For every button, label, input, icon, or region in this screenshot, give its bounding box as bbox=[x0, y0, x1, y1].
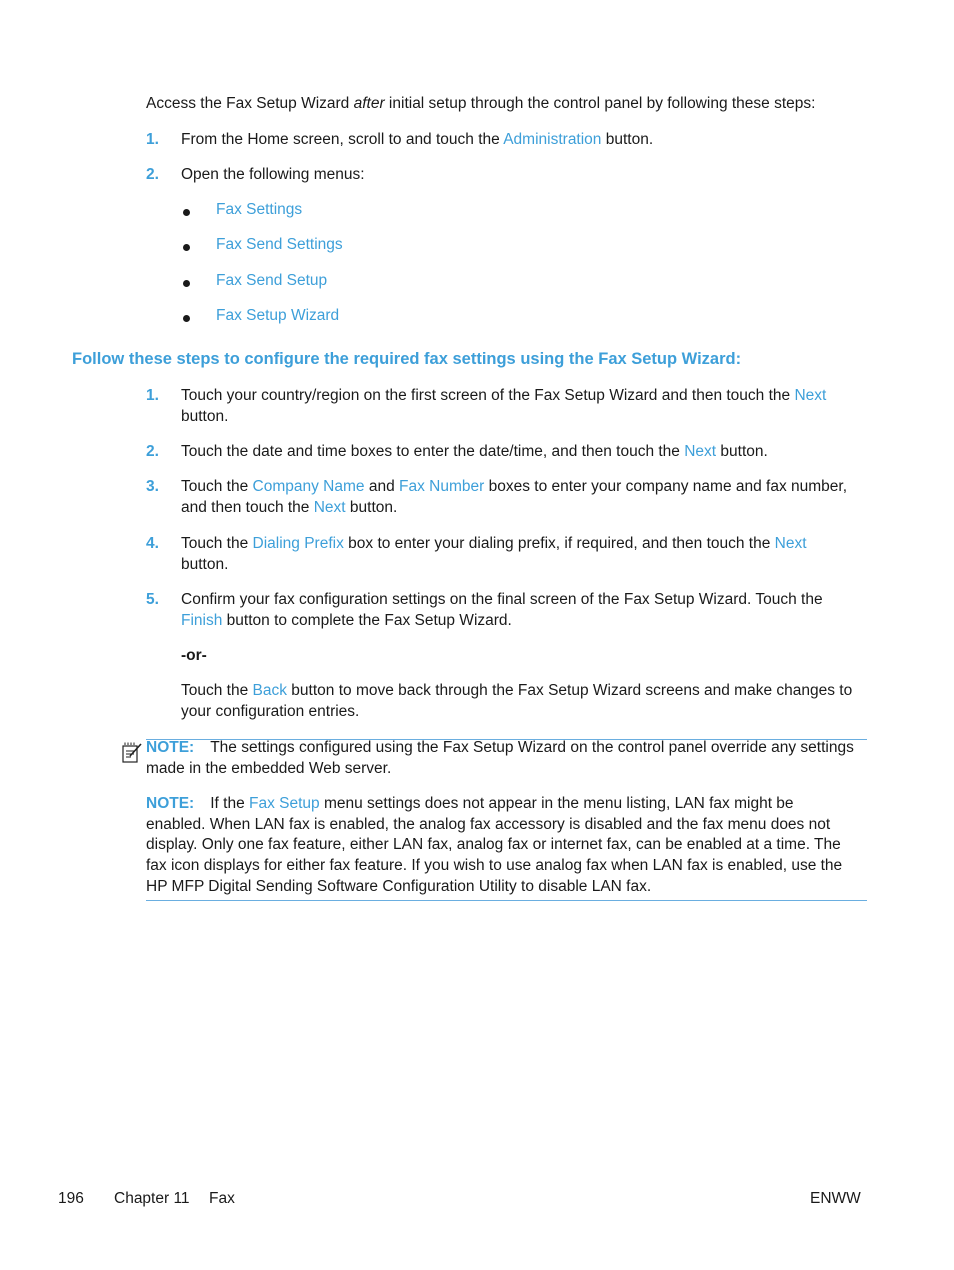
access-step-2: Open the following menus: bbox=[181, 166, 365, 183]
step-1-num: 1. bbox=[146, 387, 159, 404]
step-3-line-1 bbox=[181, 478, 847, 496]
step-3-text-b: and bbox=[364, 478, 400, 495]
step-5-line-1: Confirm your fax configuration settings on the final screen of the Fax Setup Wizard. Touch the bbox=[181, 591, 823, 608]
next-link[interactable]: Next bbox=[774, 535, 807, 552]
step-2-text: Touch the date and time boxes to enter the date/time, and then touch the bbox=[181, 443, 685, 460]
step-2-num: 2. bbox=[146, 443, 159, 460]
note-1-text: The settings configured using the Fax Setup Wizard on the control panel override any settings bbox=[210, 739, 854, 756]
step-5-text-c: Touch the bbox=[181, 682, 253, 699]
section-heading: Follow these steps to configure the required fax settings using the Fax Setup Wizard: bbox=[72, 350, 742, 368]
step-1-line-1 bbox=[181, 387, 826, 405]
step-5-text-d: button to move back through the Fax Setup Wizard screens and make changes to bbox=[287, 682, 853, 699]
note-2-text-b: menu settings does not appear in the menu listing, LAN fax might be bbox=[319, 795, 794, 812]
footer-chapter: Chapter 11 bbox=[114, 1190, 190, 1207]
intro-text bbox=[146, 95, 815, 113]
menu-fax-settings[interactable]: Fax Settings bbox=[216, 201, 303, 218]
step-4-text-a: Touch the bbox=[181, 535, 253, 552]
note-2-line-3: display. Only one fax feature, either LAN fax, analog fax or internet fax, can be enabled at a time. The bbox=[146, 836, 841, 853]
note-2-line-1 bbox=[146, 795, 794, 813]
menu-fax-send-settings[interactable]: Fax Send Settings bbox=[216, 236, 343, 253]
step-5-text-b: button to complete the Fax Setup Wizard. bbox=[222, 612, 512, 629]
step-3-line-2 bbox=[181, 499, 397, 517]
access-step-1 bbox=[181, 131, 653, 149]
note-1-line-1 bbox=[146, 739, 854, 757]
note-1-label: NOTE: bbox=[146, 739, 195, 756]
company-name-link[interactable]: Company Name bbox=[252, 478, 365, 495]
step-5-line-3 bbox=[181, 682, 852, 700]
note-2-label: NOTE: bbox=[146, 795, 195, 812]
step-1-text: Touch your country/region on the first screen of the Fax Setup Wizard and then touch the bbox=[181, 387, 795, 404]
next-link[interactable]: Next bbox=[684, 443, 717, 460]
step-2-post: button. bbox=[716, 443, 768, 460]
menu-fax-setup-wizard[interactable]: Fax Setup Wizard bbox=[216, 307, 340, 324]
next-link[interactable]: Next bbox=[313, 499, 346, 516]
finish-link[interactable]: Finish bbox=[181, 612, 223, 629]
intro-em: after bbox=[353, 95, 385, 112]
back-link[interactable]: Back bbox=[252, 682, 287, 699]
bullet-icon bbox=[183, 280, 190, 287]
footer-page-number: 196 bbox=[58, 1190, 84, 1207]
step-4-line-2: button. bbox=[181, 556, 229, 573]
note-2-line-5: HP MFP Digital Sending Software Configuration Utility to disable LAN fax. bbox=[146, 878, 652, 895]
fax-number-link[interactable]: Fax Number bbox=[399, 478, 485, 495]
step-3-text-a: Touch the bbox=[181, 478, 253, 495]
step-3-num: 3. bbox=[146, 478, 159, 495]
step-4-text-b: box to enter your dialing prefix, if required, and then touch the bbox=[343, 535, 775, 552]
access-step-1-post: button. bbox=[601, 131, 654, 148]
footer-section: Fax bbox=[209, 1190, 235, 1207]
step-5-line-4: your configuration entries. bbox=[181, 703, 360, 720]
note-2-text-a: If the bbox=[210, 795, 249, 812]
fax-setup-link[interactable]: Fax Setup bbox=[249, 795, 320, 812]
intro-pre: Access the Fax Setup Wizard bbox=[146, 95, 354, 112]
step-1-line-2: button. bbox=[181, 408, 229, 425]
access-step-2-num: 2. bbox=[146, 166, 159, 183]
administration-link[interactable]: Administration bbox=[503, 131, 602, 148]
step-3-text-c: boxes to enter your company name and fax number, bbox=[484, 478, 848, 495]
footer-right: ENWW bbox=[810, 1190, 861, 1207]
menu-fax-send-setup[interactable]: Fax Send Setup bbox=[216, 272, 328, 289]
step-4-line-1 bbox=[181, 535, 807, 553]
step-3-text-e: button. bbox=[345, 499, 398, 516]
note-2-line-2: enabled. When LAN fax is enabled, the analog fax accessory is disabled and the fax menu does not bbox=[146, 816, 831, 833]
bullet-icon bbox=[183, 315, 190, 322]
step-5-num: 5. bbox=[146, 591, 159, 608]
step-5-line-2 bbox=[181, 612, 512, 630]
note-1-line-2: made in the embedded Web server. bbox=[146, 760, 392, 777]
bullet-icon bbox=[183, 244, 190, 251]
note-2-line-4: fax icon displays for either fax feature. If you wish to use analog fax when LAN fax is enabled, use the bbox=[146, 857, 843, 874]
access-step-1-num: 1. bbox=[146, 131, 159, 148]
intro-post: initial setup through the control panel by following these steps: bbox=[384, 95, 816, 112]
bullet-icon bbox=[183, 209, 190, 216]
dialing-prefix-link[interactable]: Dialing Prefix bbox=[252, 535, 344, 552]
step-4-num: 4. bbox=[146, 535, 159, 552]
step-2-line-1 bbox=[181, 443, 768, 461]
or-separator: -or- bbox=[181, 647, 207, 664]
step-3-text-d: and then touch the bbox=[181, 499, 314, 516]
note-icon bbox=[120, 741, 144, 765]
note-bottom-rule bbox=[146, 900, 867, 901]
next-link[interactable]: Next bbox=[794, 387, 827, 404]
access-step-1-pre: From the Home screen, scroll to and touch the bbox=[181, 131, 504, 148]
